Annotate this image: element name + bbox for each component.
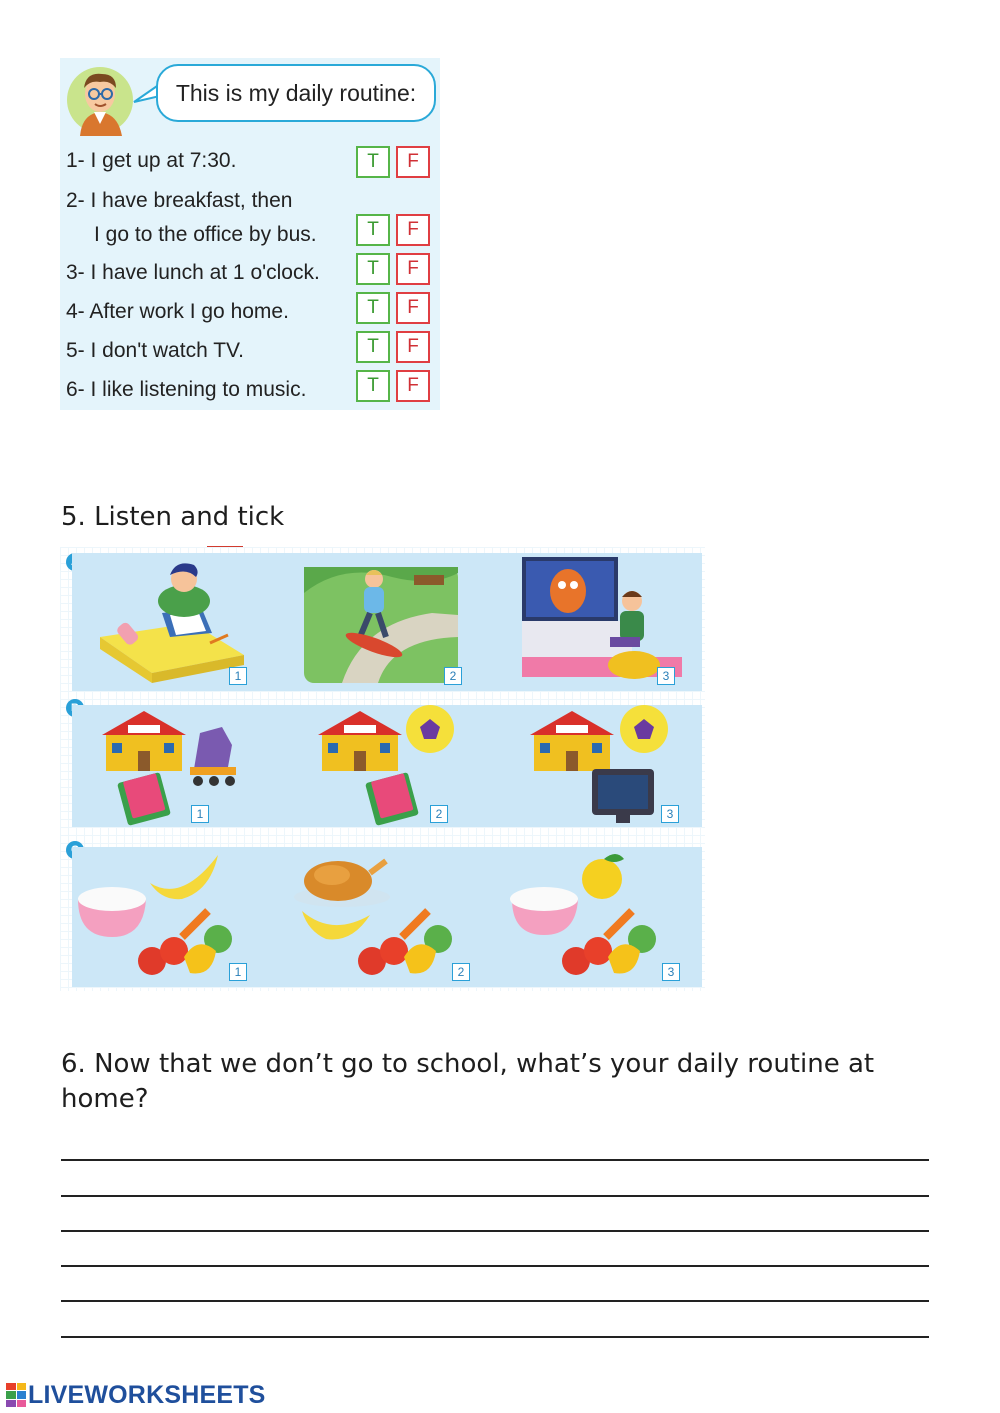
row-b-option-3[interactable] bbox=[492, 705, 702, 827]
row-c-number-3[interactable]: 3 bbox=[662, 963, 680, 981]
logo-text: LIVEWORKSHEETS bbox=[28, 1380, 266, 1409]
listen-and-tick-area bbox=[60, 547, 705, 991]
school-ball-book-icon bbox=[282, 705, 492, 827]
row-c-option-1[interactable] bbox=[72, 847, 282, 987]
rice-banana-vegetables-icon bbox=[72, 847, 282, 987]
row-a-option-1[interactable] bbox=[72, 553, 282, 691]
statement-6-true-box[interactable]: T bbox=[356, 370, 390, 402]
row-a-panel bbox=[72, 553, 702, 691]
row-b-number-2[interactable]: 2 bbox=[430, 805, 448, 823]
row-a-number-3[interactable]: 3 bbox=[657, 667, 675, 685]
statement-1-true-box[interactable]: T bbox=[356, 146, 390, 178]
statement-2-text-line1: 2- I have breakfast, then bbox=[66, 189, 293, 212]
statement-1 bbox=[66, 144, 356, 178]
section-6-heading: 6. Now that we don’t go to school, what’s your daily routine at home? bbox=[61, 1049, 875, 1114]
statement-1-false-box[interactable]: F bbox=[396, 146, 430, 178]
statement-2-true-box[interactable]: T bbox=[356, 214, 390, 246]
statement-2 bbox=[66, 184, 356, 252]
answer-line-1[interactable] bbox=[61, 1159, 929, 1161]
statement-3-text: 3- I have lunch at 1 o'clock. bbox=[66, 261, 320, 284]
statement-4-text: 4- After work I go home. bbox=[66, 300, 289, 323]
row-b-number-1[interactable]: 1 bbox=[191, 805, 209, 823]
statement-5-text: 5- I don't watch TV. bbox=[66, 339, 244, 362]
statement-3-true-box[interactable]: T bbox=[356, 253, 390, 285]
teacher-avatar-icon bbox=[66, 64, 134, 136]
statement-4-true-box[interactable]: T bbox=[356, 292, 390, 324]
answer-line-5[interactable] bbox=[61, 1300, 929, 1302]
row-b-option-2[interactable] bbox=[282, 705, 492, 827]
row-c-panel bbox=[72, 847, 702, 987]
statement-6-false-box[interactable]: F bbox=[396, 370, 430, 402]
statement-6-text: 6- I like listening to music. bbox=[66, 378, 307, 401]
statement-5-false-box[interactable]: F bbox=[396, 331, 430, 363]
section-5-heading: 5. Listen and tick bbox=[61, 502, 285, 532]
row-a-number-2[interactable]: 2 bbox=[444, 667, 462, 685]
footer-logo[interactable] bbox=[6, 1380, 266, 1410]
speech-text: This is my daily routine: bbox=[175, 79, 417, 106]
statement-2-text-line2: I go to the office by bus. bbox=[94, 223, 317, 246]
row-b-option-1[interactable] bbox=[72, 705, 282, 827]
row-c-number-2[interactable]: 2 bbox=[452, 963, 470, 981]
answer-line-4[interactable] bbox=[61, 1265, 929, 1267]
answer-line-3[interactable] bbox=[61, 1230, 929, 1232]
statement-3-false-box[interactable]: F bbox=[396, 253, 430, 285]
statement-4 bbox=[66, 295, 356, 329]
statement-6 bbox=[66, 373, 356, 407]
speech-bubble bbox=[156, 64, 436, 122]
row-a-option-2[interactable] bbox=[282, 553, 492, 691]
row-c-option-2[interactable] bbox=[282, 847, 492, 987]
statement-3 bbox=[66, 256, 356, 290]
statement-5 bbox=[66, 334, 356, 368]
statement-2-false-box[interactable]: F bbox=[396, 214, 430, 246]
row-c-option-3[interactable] bbox=[492, 847, 702, 987]
row-a-number-1[interactable]: 1 bbox=[229, 667, 247, 685]
true-false-card bbox=[60, 58, 440, 410]
statement-5-true-box[interactable]: T bbox=[356, 331, 390, 363]
logo-blocks-icon bbox=[6, 1383, 26, 1407]
row-b-number-3[interactable]: 3 bbox=[661, 805, 679, 823]
school-book-rollerskates-icon bbox=[72, 705, 282, 827]
row-c-number-1[interactable]: 1 bbox=[229, 963, 247, 981]
answer-line-2[interactable] bbox=[61, 1195, 929, 1197]
answer-line-6[interactable] bbox=[61, 1336, 929, 1338]
statement-1-text: 1- I get up at 7:30. bbox=[66, 149, 237, 172]
row-b-panel bbox=[72, 705, 702, 827]
statement-4-false-box[interactable]: F bbox=[396, 292, 430, 324]
row-a-option-3[interactable] bbox=[492, 553, 702, 691]
boy-doing-homework-icon bbox=[72, 553, 282, 691]
